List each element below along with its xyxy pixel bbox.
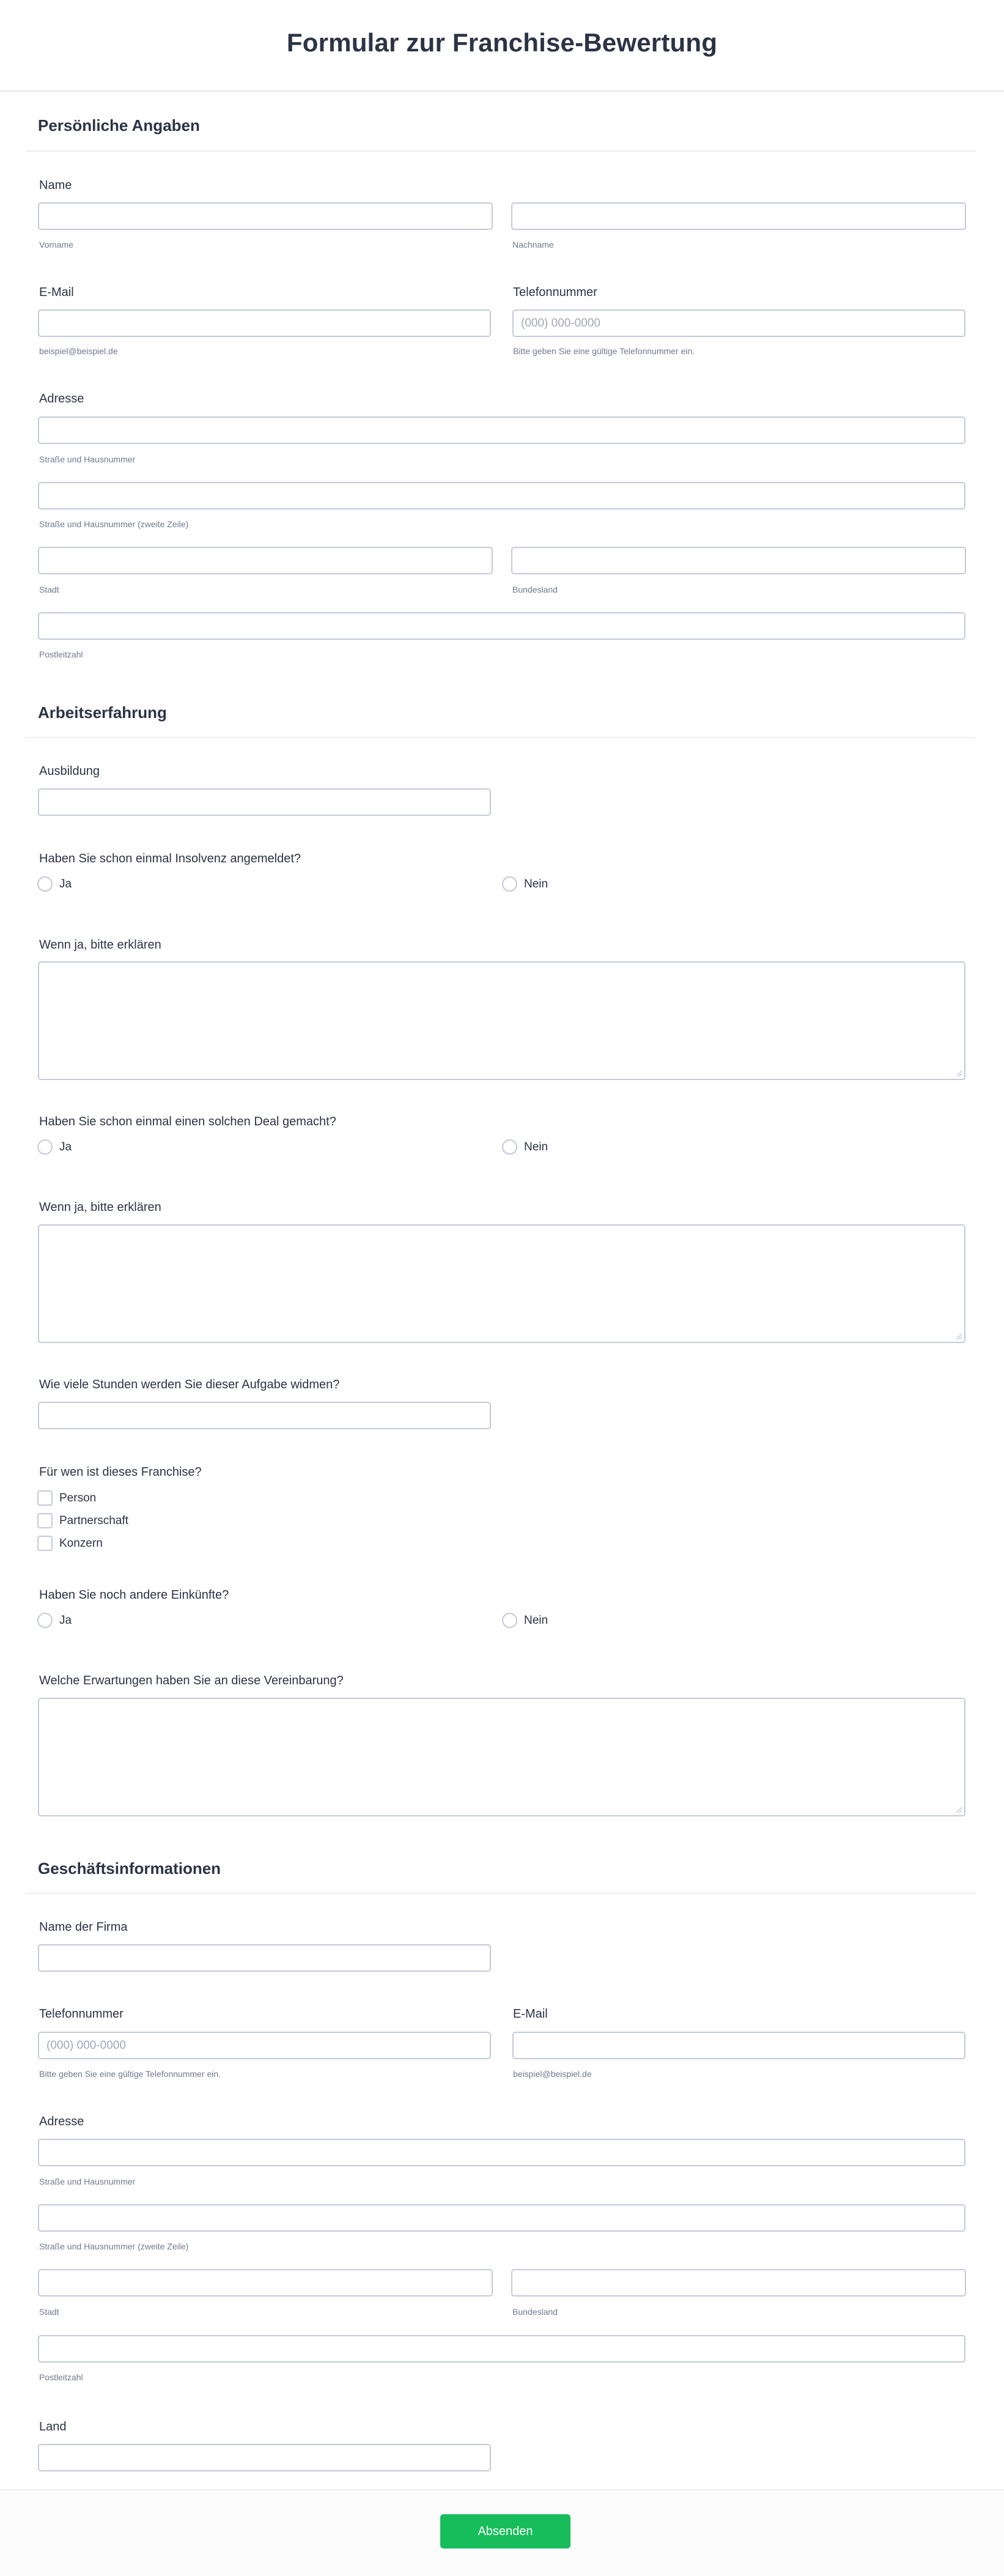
expectations-label: Welche Erwartungen haben Sie an diese Vereinbarung? [39, 1674, 344, 1687]
deal-no-label[interactable]: Nein [524, 1141, 548, 1153]
form-title: Formular zur Franchise-Bewertung [286, 28, 718, 57]
business-email-label: E-Mail [513, 2007, 548, 2021]
company-input[interactable] [38, 1944, 491, 1972]
submit-button[interactable]: Absenden [440, 2514, 570, 2548]
deal-question: Haben Sie schon einmal einen solchen Deal gemacht? [39, 1115, 336, 1128]
email-input[interactable] [38, 309, 491, 337]
deal-no-radio[interactable] [502, 1139, 517, 1155]
insolvency-yes-label[interactable]: Ja [59, 878, 72, 890]
city-sublabel: Stadt [39, 585, 59, 594]
country-label: Land [39, 2420, 67, 2434]
other-income-yes-radio[interactable] [37, 1613, 53, 1628]
address-label: Adresse [39, 392, 84, 405]
business-street-input[interactable] [38, 2139, 965, 2166]
insolvency-explain-textarea[interactable] [38, 961, 965, 1080]
state-sublabel: Bundesland [512, 585, 558, 594]
email-label: E-Mail [39, 286, 74, 299]
business-state-input[interactable] [511, 2269, 966, 2297]
other-income-yes-label[interactable]: Ja [59, 1614, 72, 1627]
section-divider [25, 1893, 976, 1894]
hours-input[interactable] [38, 1402, 491, 1429]
business-city-sublabel: Stadt [39, 2307, 59, 2317]
hours-label: Wie viele Stunden werden Sie dieser Aufgabe widmen? [39, 1378, 340, 1391]
deal-yes-radio[interactable] [37, 1139, 53, 1155]
business-phone-label: Telefonnummer [39, 2007, 124, 2021]
form-header [0, 0, 1004, 92]
city-input[interactable] [38, 547, 493, 574]
email-sublabel: beispiel@beispiel.de [39, 346, 118, 356]
phone-label: Telefonnummer [513, 286, 597, 299]
zip-sublabel: Postleitzahl [39, 650, 83, 659]
state-input[interactable] [511, 547, 966, 574]
section-divider [25, 737, 976, 738]
country-input[interactable] [38, 2444, 491, 2471]
street-sublabel: Straße und Hausnummer [39, 454, 136, 464]
phone-input[interactable] [512, 309, 965, 337]
deal-explain-textarea[interactable] [38, 1224, 965, 1343]
business-street-sublabel: Straße und Hausnummer [39, 2177, 136, 2186]
resize-handle[interactable] [956, 1071, 962, 1076]
section-divider [25, 150, 976, 152]
deal-explain-label: Wenn ja, bitte erklären [39, 1201, 161, 1214]
franchise-option-person-label[interactable]: Person [59, 1492, 97, 1505]
phone-placeholder: (000) 000-0000 [521, 317, 600, 330]
street2-input[interactable] [38, 482, 965, 509]
business-street2-input[interactable] [38, 2204, 965, 2232]
business-phone-sublabel: Bitte geben Sie eine gültige Telefonnummer ein. [39, 2069, 221, 2079]
phone-sublabel: Bitte geben Sie eine gültige Telefonnummer ein. [513, 346, 695, 356]
business-street2-sublabel: Straße und Hausnummer (zweite Zeile) [39, 2241, 189, 2251]
franchise-option-partnership-checkbox[interactable] [37, 1513, 53, 1528]
business-email-sublabel: beispiel@beispiel.de [513, 2069, 592, 2079]
other-income-question: Haben Sie noch andere Einkünfte? [39, 1588, 229, 1602]
name-label: Name [39, 179, 72, 192]
education-label: Ausbildung [39, 764, 100, 778]
resize-handle[interactable] [956, 1807, 962, 1813]
last-name-input[interactable] [511, 202, 966, 230]
franchise-option-corporation-label[interactable]: Konzern [59, 1537, 103, 1550]
insolvency-yes-radio[interactable] [37, 876, 53, 892]
insolvency-explain-label: Wenn ja, bitte erklären [39, 938, 161, 952]
business-phone-input[interactable] [38, 2032, 491, 2059]
business-address-label: Adresse [39, 2115, 84, 2128]
franchise-for-label: Für wen ist dieses Franchise? [39, 1465, 202, 1479]
other-income-no-label[interactable]: Nein [524, 1614, 548, 1627]
company-label: Name der Firma [39, 1920, 128, 1934]
education-input[interactable] [38, 788, 491, 816]
business-zip-sublabel: Postleitzahl [39, 2372, 83, 2382]
first-name-sublabel: Vorname [39, 240, 74, 250]
business-state-sublabel: Bundesland [512, 2307, 558, 2317]
business-zip-input[interactable] [38, 2335, 965, 2363]
street2-sublabel: Straße und Hausnummer (zweite Zeile) [39, 519, 189, 529]
franchise-option-person-checkbox[interactable] [37, 1490, 53, 1506]
section-title-business: Geschäftsinformationen [38, 1859, 221, 1878]
section-title-personal: Persönliche Angaben [38, 116, 200, 135]
business-phone-placeholder: (000) 000-0000 [46, 2039, 126, 2052]
franchise-option-partnership-label[interactable]: Partnerschaft [59, 1514, 128, 1527]
resize-handle[interactable] [956, 1334, 962, 1339]
section-title-work: Arbeitserfahrung [38, 703, 167, 722]
deal-yes-label[interactable]: Ja [59, 1141, 72, 1153]
franchise-option-corporation-checkbox[interactable] [37, 1536, 53, 1551]
insolvency-no-label[interactable]: Nein [524, 878, 548, 890]
first-name-input[interactable] [38, 202, 493, 230]
insolvency-no-radio[interactable] [502, 876, 517, 892]
insolvency-question: Haben Sie schon einmal Insolvenz angemeldet? [39, 852, 301, 865]
zip-input[interactable] [38, 612, 965, 640]
street-input[interactable] [38, 416, 965, 444]
expectations-textarea[interactable] [38, 1698, 965, 1816]
other-income-no-radio[interactable] [502, 1613, 517, 1628]
business-city-input[interactable] [38, 2269, 493, 2297]
business-email-input[interactable] [512, 2032, 965, 2059]
last-name-sublabel: Nachname [512, 240, 554, 250]
